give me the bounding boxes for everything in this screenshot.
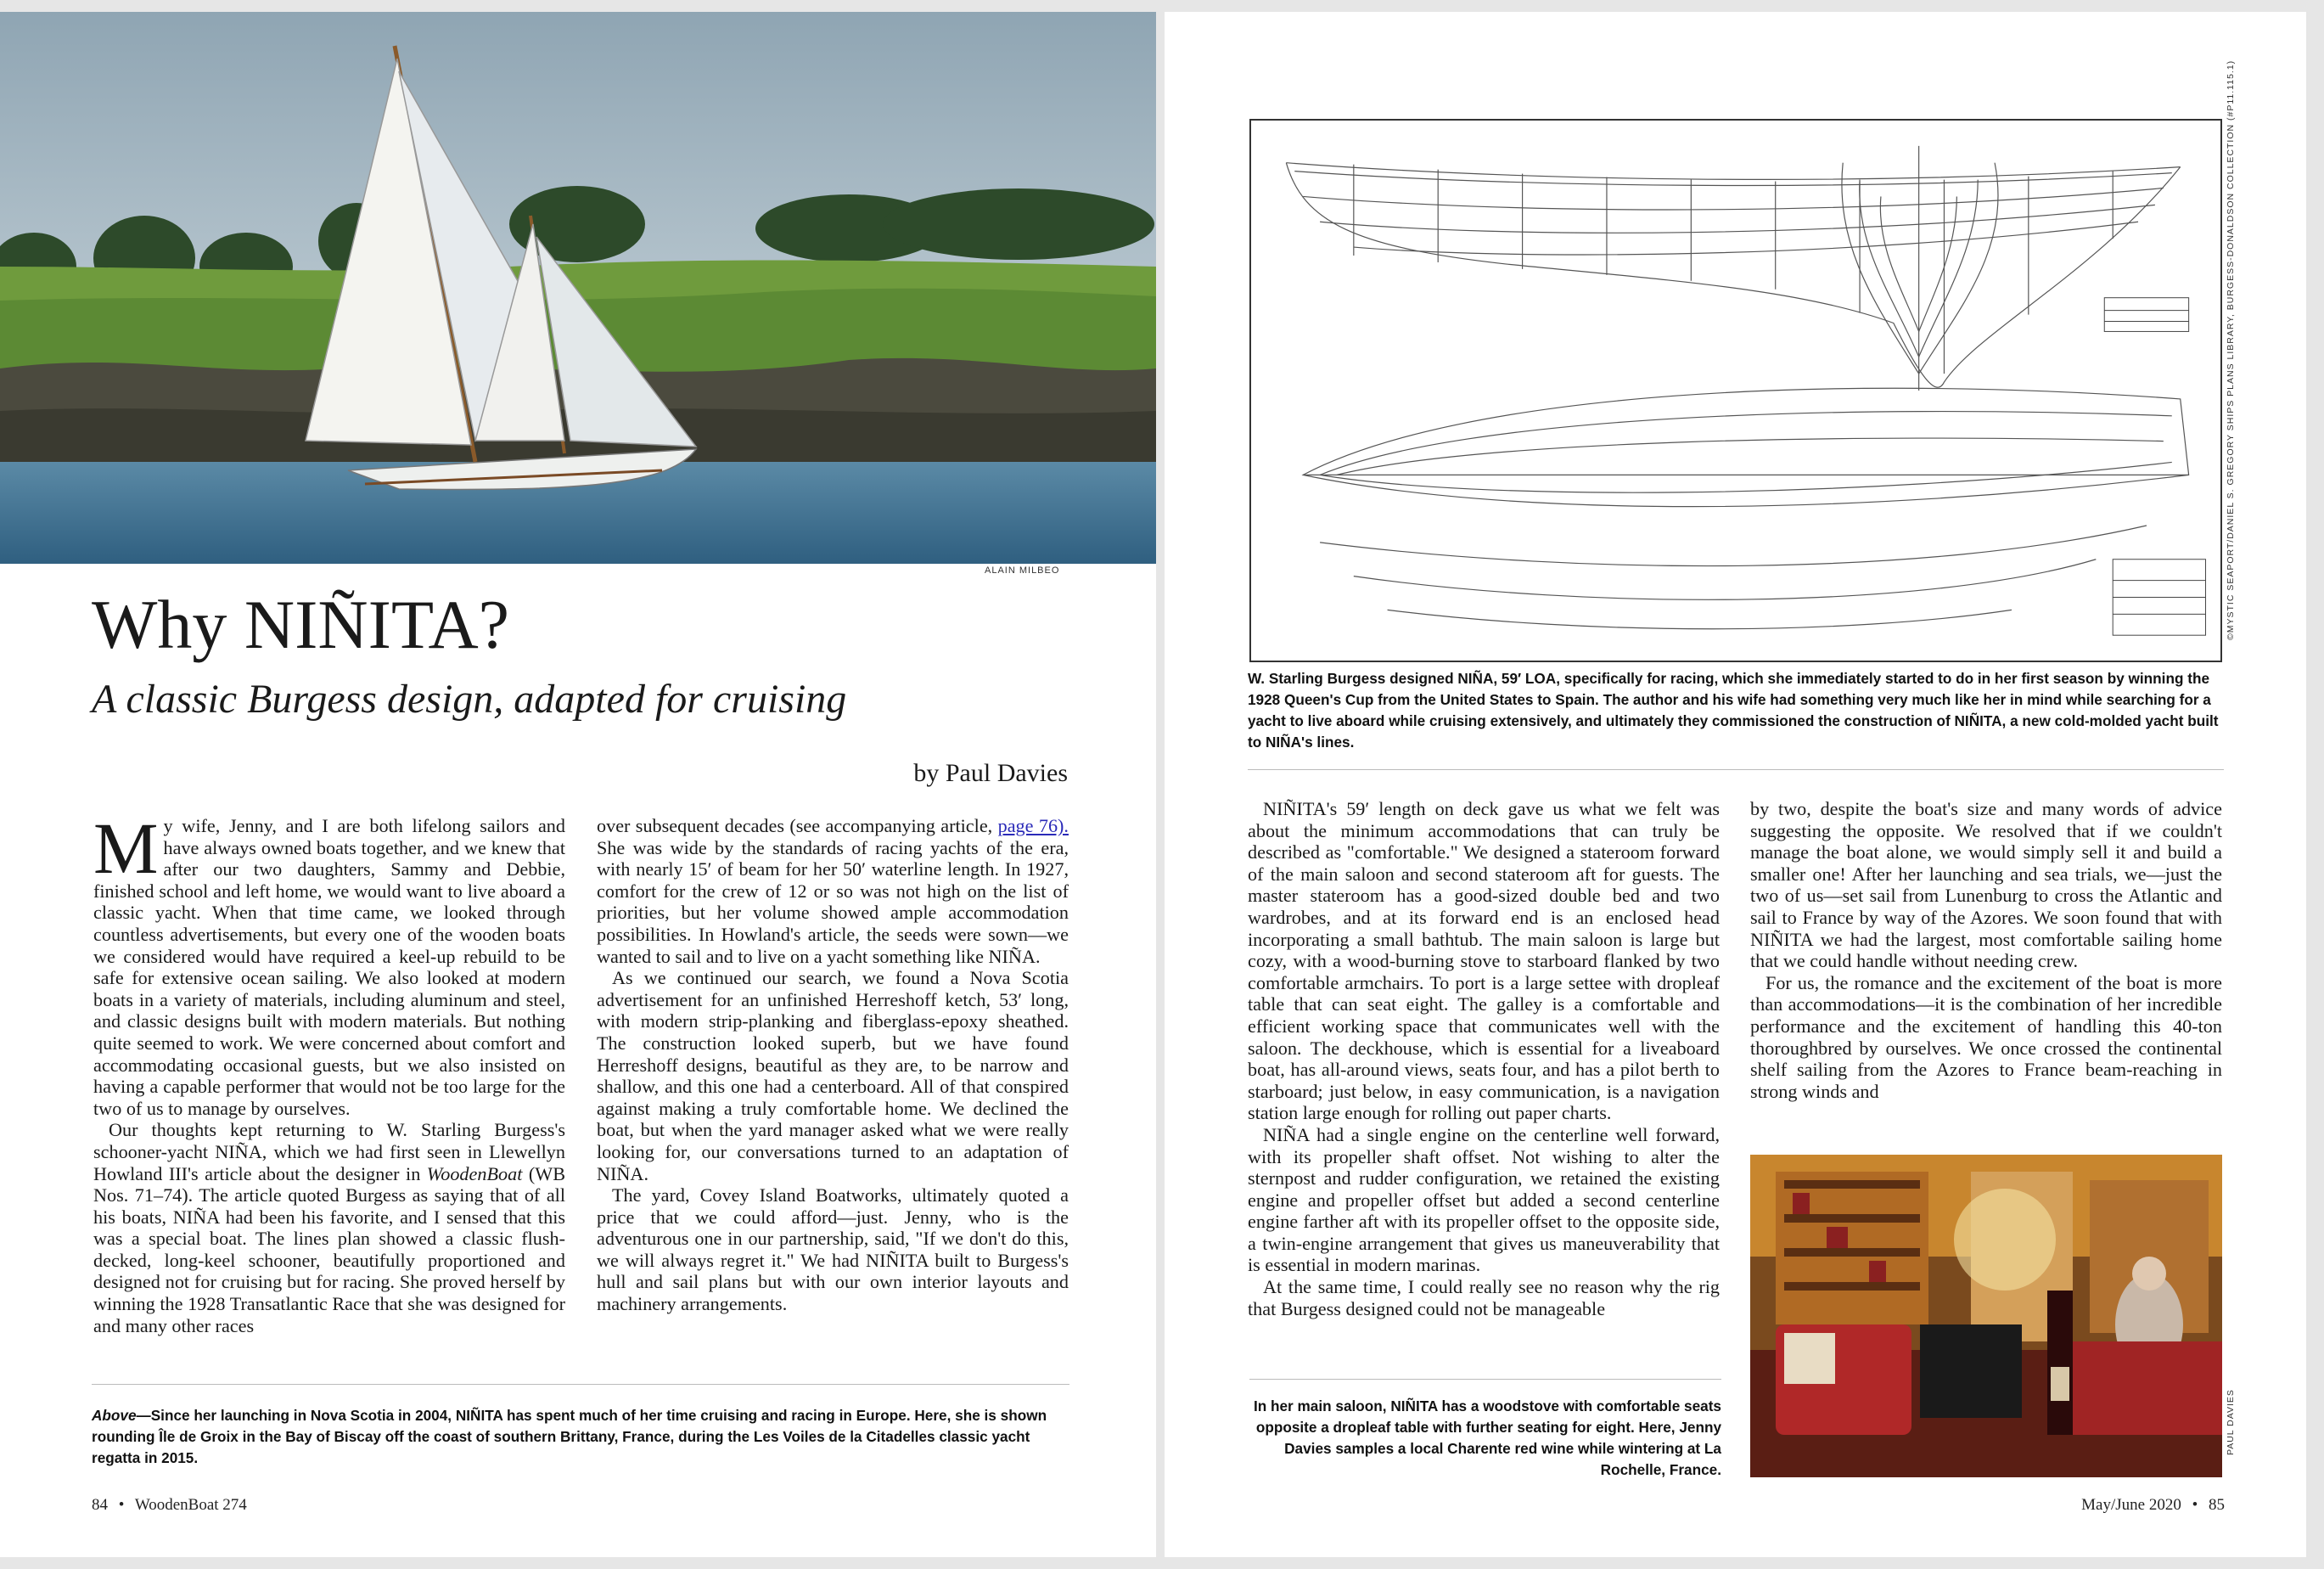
page-number: 84 (92, 1496, 108, 1514)
saloon-caption: In her main saloon, NIÑITA has a woodstove with comfortable seats opposite a dropleaf table with further seating for eight. Here, Jenny Davies samples a local Charente red wine while wintering at La Rochelle, France. (1253, 1397, 1721, 1478)
paragraph: At the same time, I could really see no reason why the rig that Burgess designed could not be manageable (1248, 1276, 1720, 1319)
article-title: Why NIÑITA? (92, 586, 510, 663)
paragraph: by two, despite the boat's size and many words of advice suggesting the opposite. We resolved that if we couldn't manage the boat alone, we would simply sell it and build a smaller one! After her launching and sea trials, we—just the two of us—set sail from Lunenburg to cross the Atlantic and sail to France by way of the Azores. We soon found that with NIÑITA we had the largest, most comfortable sailing home that we could handle without needing crew. (1750, 798, 2222, 972)
caption-rule (1248, 769, 2224, 770)
paragraph: For us, the romance and the excitement of the boat is more than accommodations—it is the combination of her incredible performance and the excitement of handling this 40-ton thoroughbred by ourselves. We once crossed the continental shelf sailing from the Azores to France beam-reaching in strong winds and (1750, 971, 2222, 1102)
paragraph-text: over subsequent decades (see accompanying article, (597, 815, 998, 836)
right-column-1 (1248, 798, 1720, 1319)
right-folio (2081, 1496, 2225, 1515)
schooner-photo (0, 12, 1156, 564)
photo-credit: ALAIN MILBEO (985, 565, 1060, 576)
page-76-link[interactable]: page 76). (997, 815, 1069, 836)
magazine-name: WoodenBoat (426, 1162, 523, 1184)
paragraph-text: y wife, Jenny, and I are both lifelong sailors and have always owned boats together, and we knew that after our two daughters, Sammy and Debbie, finished school and left home, we would want to live aboard a classic yacht. When that time came, we looked through countless advertisements, but every one of the wooden boats we considered would have required a keel-up rebuild to be safe for extensive ocean sailing. We also looked at modern boats in a variety of materials, including aluminum and steel, and classic designs built with modern materials. But nothing quite seemed to work. We were concerned about comfort and accommodating occasional guests, but we also insisted on having a capable performer that would not be too large for the two of us to manage by ourselves. (93, 815, 565, 1119)
paragraph: NIÑITA's 59′ length on deck gave us what we felt was about the minimum accommodations that can truly be described as "comfortable." We designed a stateroom forward of the main saloon and second stateroom aft for guests. The master stateroom has a good-sized double bed and two wardrobes, and at its forward end is an enclosed head incorporating a small bathtub. The main saloon is large but cozy, with a wood-burning stove to starboard flanked by two comfortable armchairs. To port is a large settee with dropleaf table that can seat eight. The galley is a comfortable and efficient working space that communicates well with the saloon. The deckhouse, which is essential for a liveaboard boat, has all-around views, seats four, and has a pilot berth to starboard; just below, in easy communication, is a navigation station large enough for rolling out paper charts. (1248, 798, 1720, 1124)
right-page (1165, 12, 2306, 1557)
left-folio (92, 1496, 247, 1515)
left-page (0, 12, 1156, 1557)
paragraph-text: (WB Nos. 71–74). The article quoted Burgess as saying that of all his boats, NIÑA had been his favorite, and I sensed that this was a special boat. The lines plan showed a classic flush-decked, long-keel schooner, beautifully proportioned and designed not for cruising but for racing. She proved herself by winning the 1928 Transatlantic Race that she was designed for and many other races (93, 1162, 565, 1336)
paragraph-text: She was wide by the standards of racing yachts of the era, with nearly 15′ of beam for her 50′ waterline length. In 1927, comfort for the crew of 12 or so was not high on the list of priorities, but her volume showed ample accommodation possibilities. In Howland's article, the seeds were sown—we wanted to sail and to live on a yacht something like NIÑA. (597, 836, 1069, 967)
caption-rule (1249, 1379, 1721, 1380)
caption-text: —Since her launching in Nova Scotia in 2004, NIÑITA has spent much of her time cruising and racing in Europe. Here, she is shown rounding Île de Groix in the Bay of Biscay off the coast of southern Brittany, France, during the Les Voiles de la Citadelles classic yacht regatta in 2015. (92, 1407, 1047, 1466)
article-subtitle: A classic Burgess design, adapted for cruising (92, 677, 847, 722)
saloon-photo (1750, 1155, 2222, 1477)
left-column-2 (597, 815, 1069, 1315)
right-column-2 (1750, 798, 2222, 1102)
paragraph-text: Our thoughts kept returning to W. Starling Burgess's schooner-yacht NIÑA, which we had first seen in Llewellyn Howland III's article about the designer in (93, 1119, 565, 1184)
folio-bullet: • (118, 1496, 125, 1514)
paragraph: NIÑA had a single engine on the centerline well forward, with its propeller shaft offset. Not wishing to alter the sternpost and rudder configuration, we retained the existing engine and propeller offset but added a second centerline engine farther aft with its propeller offset to the opposite side, a twin-engine arrangement that gives us maneuverability that is essential in modern marinas. (1248, 1123, 1720, 1276)
plan-caption: W. Starling Burgess designed NIÑA, 59′ LOA, specifically for racing, which she immediately started to do in her first season by winning the 1928 Queen's Cup from the United States to Spain. The author and his wife had something very much like her in mind while searching for a yacht to live aboard while cruising extensively, and ultimately they commissioned the construction of NIÑITA, a new cold-molded yacht built to NIÑA's lines. (1248, 670, 2219, 751)
paragraph (597, 815, 1069, 967)
folio-bullet: • (2192, 1496, 2198, 1514)
page-number: 85 (2209, 1496, 2225, 1514)
photo-caption (92, 1405, 1068, 1469)
paragraph: As we continued our search, we found a Nova Scotia advertisement for an unfinished Herreshoff ketch, 53′ long, with modern strip-planking and fiberglass-epoxy sheathed. The construction looked superb, but we have found Herreshoff designs, beautiful as they are, to be narrow and shallow, and this one had a centerboard. All of that conspired against making a truly comfortable home. We declined the boat, but when the yard manager asked what we were really looking for, our conversations turned to an adaptation of NIÑA. (597, 967, 1069, 1184)
caption-lead: Above (92, 1407, 137, 1424)
caption-rule (92, 1384, 1069, 1385)
byline: by Paul Davies (913, 759, 1068, 787)
paragraph (93, 807, 565, 1119)
publication-name: WoodenBoat 274 (134, 1496, 247, 1514)
lines-plan-drawing (1249, 119, 2222, 662)
drop-cap: M (93, 807, 159, 889)
paragraph: The yard, Covey Island Boatworks, ultimately quoted a price that we could afford—just. Jenny, who is the adventurous one in our partnership, said, "If we don't do this, we will always regret it." We had NIÑITA built to Burgess's hull and sail plans but with our own interior layouts and machinery arrangements. (597, 1184, 1069, 1315)
issue-date: May/June 2020 (2081, 1496, 2181, 1514)
saloon-photo-credit: PAUL DAVIES (2226, 1389, 2236, 1455)
plan-credit: ©MYSTIC SEAPORT/DANIEL S. GREGORY SHIPS PLANS LIBRARY, BURGESS-DONALDSON COLLECTION (#P11.115.1) (2226, 59, 2236, 640)
left-column-1 (93, 807, 565, 1336)
paragraph (93, 1119, 565, 1336)
